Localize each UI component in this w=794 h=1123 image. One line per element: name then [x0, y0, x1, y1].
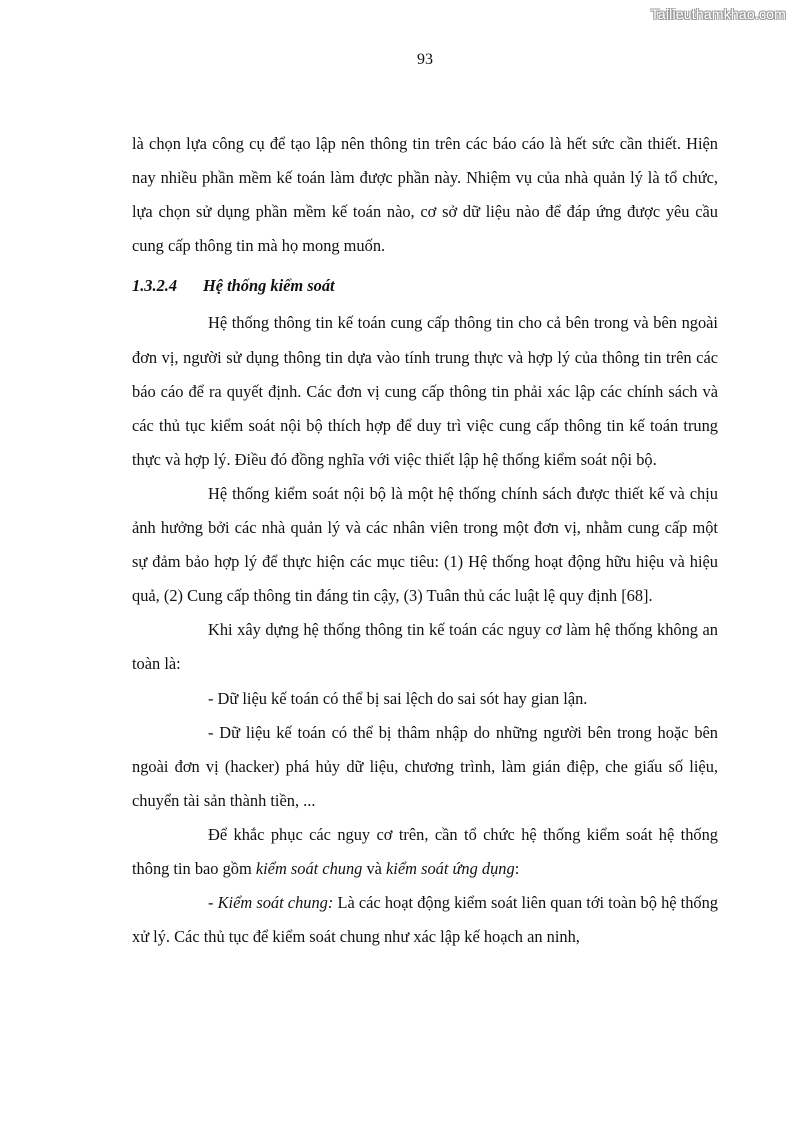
page-number: 93 — [417, 51, 433, 68]
paragraph-general-control — [132, 886, 718, 954]
paragraph-remedy — [132, 818, 718, 886]
paragraph-internal-control: Hệ thống kiểm soát nội bộ là một hệ thống chính sách được thiết kế và chịu ảnh hưởng bởi các nhà quản lý và các nhân viên trong một đơn vị, nhằm cung cấp một sự đảm bảo hợp lý để thực hiện các mục tiêu: (1) Hệ thống hoạt động hữu hiệu và hiệu quả, (2) Cung cấp thông tin đáng tin cậy, (3) Tuân thủ các luật lệ quy định [68]. — [132, 483, 718, 606]
paragraph-risks-intro: Khi xây dựng hệ thống thông tin kế toán các nguy cơ làm hệ thống không an toàn là: — [132, 620, 718, 674]
general-control-text: Là các hoạt động kiểm soát liên quan tới toàn bộ hệ thống xử lý. Các thủ tục để kiểm soát chung như xác lập kế hoạch an ninh, — [132, 893, 719, 947]
document-body — [132, 127, 718, 954]
remedy-text-c: : — [514, 858, 520, 878]
remedy-term-general: kiểm soát chung — [255, 858, 363, 878]
general-control-term: - Kiểm soát chung: — [208, 893, 334, 913]
watermark: Tailieuthamkhao.com — [650, 6, 786, 22]
paragraph-accounting-info: Hệ thống thông tin kế toán cung cấp thông tin cho cả bên trong và bên ngoài đơn vị, người sử dụng thông tin dựa vào tính trung thực và hợp lý của thông tin trên các báo cáo để ra quyết định. Các đơn vị cung cấp thông tin phải xác lập các chính sách và các thủ tục kiểm soát nội bộ thích hợp để duy trì việc cung cấp thông tin kế toán trung thực và hợp lý. Điều đó đồng nghĩa với việc thiết lập hệ thống kiểm soát nội bộ. — [132, 313, 718, 469]
remedy-text-a: Để khắc phục các nguy cơ trên, cần tổ chức hệ thống kiểm soát hệ thống thông tin bao gồm — [132, 824, 718, 878]
remedy-text-b: và — [362, 858, 387, 878]
section-title: Hệ thống kiểm soát — [203, 276, 335, 296]
section-heading — [132, 269, 718, 303]
remedy-term-application: kiểm soát ứng dụng — [386, 858, 515, 878]
paragraph-intro: là chọn lựa công cụ để tạo lập nên thông tin trên các báo cáo là hết sức cần thiết. Hiện nay nhiều phần mềm kế toán làm được phần này. Nhiệm vụ của nhà quản lý là tổ chức, lựa chọn sử dụng phần mềm kế toán nào, cơ sở dữ liệu nào để đáp ứng được yêu cầu cung cấp thông tin mà họ mong muốn. — [132, 134, 718, 256]
section-number: 1.3.2.4 — [132, 276, 178, 296]
paragraph-risk-item-1: - Dữ liệu kế toán có thể bị sai lệch do sai sót hay gian lận. — [208, 688, 588, 708]
paragraph-risk-item-2: - Dữ liệu kế toán có thể bị thâm nhập do những người bên trong hoặc bên ngoài đơn vị (hacker) phá hủy dữ liệu, chương trình, làm gián điệp, che giấu số liệu, chuyển tài sản thành tiền, ... — [132, 722, 718, 810]
